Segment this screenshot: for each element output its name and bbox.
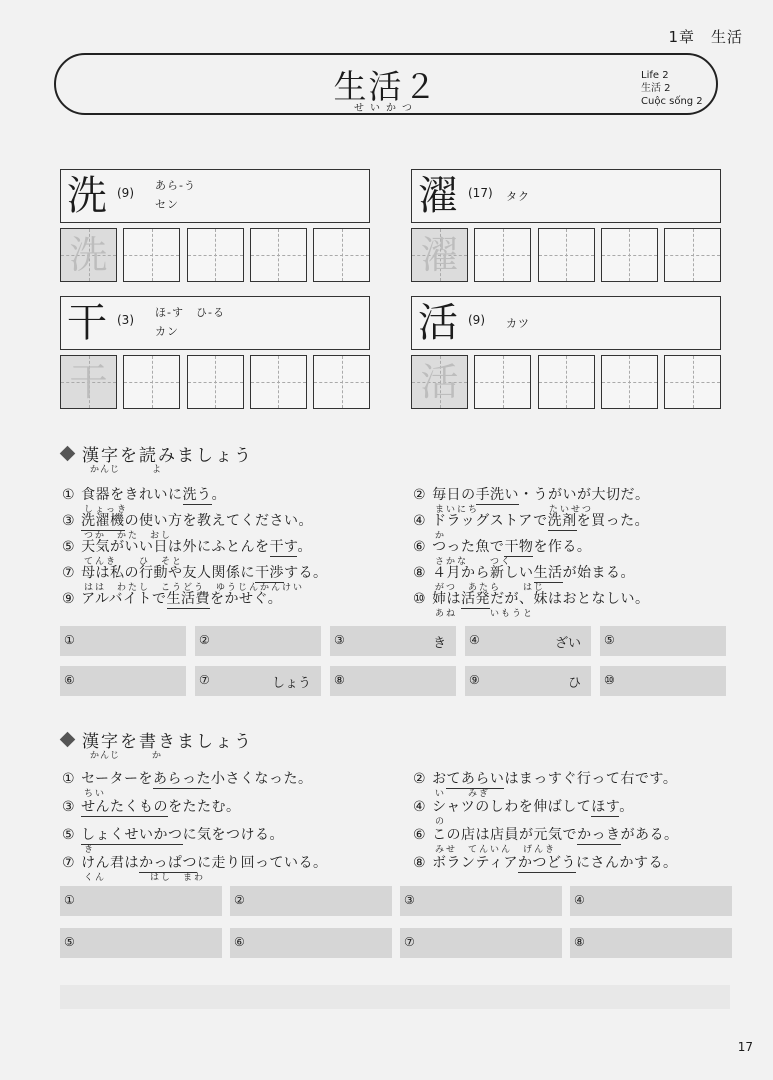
writing-cell[interactable] [664, 355, 721, 409]
sentence-number: ① [62, 487, 76, 503]
sentence [413, 588, 650, 608]
kanji-stroke-count: (3) [117, 313, 134, 327]
writing-ruby-ka: か [152, 751, 163, 761]
answer-number: ⑩ [604, 673, 615, 687]
reading-ruby-kanji: かんじ [90, 465, 121, 475]
writing-grid [60, 355, 370, 409]
trace-kanji: 活 [420, 360, 459, 404]
answer-number: ② [234, 893, 245, 907]
ruby-text: がつ あたら はじ [435, 583, 546, 593]
writing-cell[interactable] [538, 355, 595, 409]
title-ruby: せいかつ [354, 103, 418, 114]
answer-number: ⑥ [234, 935, 245, 949]
answer-box[interactable] [195, 666, 321, 696]
sentence [413, 852, 677, 872]
writing-cell[interactable] [411, 228, 468, 282]
answer-box[interactable] [60, 928, 222, 958]
trace-kanji: 干 [69, 360, 108, 404]
title-banner [54, 53, 718, 115]
kanji-kun-reading: ほ-す ひ-る [155, 306, 225, 319]
writing-cell[interactable] [250, 228, 307, 282]
writing-cell[interactable] [187, 228, 244, 282]
answer-box[interactable] [60, 626, 186, 656]
sentence-number: ⑨ [62, 591, 76, 607]
answer-hint: き [432, 636, 446, 651]
answer-box[interactable] [465, 626, 591, 656]
sentence-text-before: ボランティア [432, 855, 518, 871]
chapter-label: 1章 生活 [668, 28, 743, 46]
trace-kanji: 濯 [420, 233, 459, 277]
kanji-on-reading: タク [506, 190, 530, 203]
sentence-ruby [435, 606, 534, 619]
answer-box[interactable] [570, 928, 732, 958]
reading-section-title: 漢字を読みましょう [62, 441, 253, 466]
sentence [62, 768, 313, 788]
sentence-text-before: 毎日 [432, 487, 462, 503]
answer-number: ⑤ [64, 935, 75, 949]
kanji-header [60, 169, 370, 223]
target-word: せんたくもの [81, 799, 169, 815]
sentence-text-after: の使い方を教えてください。 [124, 513, 314, 529]
kanji-stroke-count: (17) [468, 186, 493, 200]
sentence-text-before: 母は私の行動や友人関係に [81, 565, 256, 581]
sentence-text-before: この店は店員が元気で [432, 827, 578, 843]
answer-box[interactable] [570, 886, 732, 916]
sentence-number: ⑩ [413, 591, 427, 607]
answer-box[interactable] [60, 886, 222, 916]
target-word: 洗う [182, 487, 212, 503]
answer-box[interactable] [600, 626, 726, 656]
target-word: 干渉 [255, 565, 285, 581]
writing-section-title: 漢字を書きましょう [62, 727, 253, 752]
answer-number: ② [199, 633, 210, 647]
answer-box[interactable] [60, 666, 186, 696]
sentence-text-before: お [432, 771, 447, 787]
writing-cell[interactable] [123, 228, 180, 282]
sentence-text-middle: をきれいに [110, 487, 183, 503]
sentence-text-before: ４月から新しい [432, 565, 534, 581]
kanji-stroke-count: (9) [117, 186, 134, 200]
target-word: 干物 [504, 539, 534, 555]
ruby-text: さかな つく [435, 557, 513, 567]
sentence-text-after: を買った。 [576, 513, 650, 529]
target-word: あらった [153, 771, 212, 787]
writing-cell[interactable] [187, 355, 244, 409]
writing-cell[interactable] [123, 355, 180, 409]
sentence [62, 824, 284, 844]
sentence-text-after: 。 [211, 487, 227, 503]
kanji-on-reading: セン [155, 198, 179, 211]
writing-cell[interactable] [313, 355, 370, 409]
sentence [62, 484, 226, 504]
sentence-number: ② [413, 771, 427, 787]
sentence-number: ① [62, 771, 76, 787]
writing-cell[interactable] [250, 355, 307, 409]
ruby-text: しょっき [84, 505, 129, 515]
ruby-text: はは わたし こうどう ゆうじんかんけい [84, 583, 305, 593]
sentence [62, 796, 241, 816]
sentence-number: ⑤ [62, 827, 76, 843]
sentence-number: ⑦ [62, 855, 76, 871]
sentence [413, 536, 591, 556]
sentence [413, 824, 679, 844]
writing-grid [411, 355, 721, 409]
writing-cell[interactable] [313, 228, 370, 282]
translation-english: Life 2 [641, 70, 669, 81]
answer-box[interactable] [400, 928, 562, 958]
sentence-text-after: を作る。 [533, 539, 592, 555]
sentence-number: ⑤ [62, 539, 76, 555]
sentence-number: ⑦ [62, 565, 76, 581]
sentence [62, 562, 328, 582]
kanji-on-reading: カン [155, 325, 179, 338]
sentence-text-after: だが、妹はおとなしい。 [490, 591, 650, 607]
sentence [413, 768, 677, 788]
answer-hint: しょう [271, 676, 311, 691]
diamond-icon [60, 446, 76, 462]
writing-cell[interactable] [411, 355, 468, 409]
ruby-text: まいにち [435, 505, 480, 515]
answer-number: ① [64, 893, 75, 907]
sentence-number: ④ [413, 513, 427, 529]
kanji-char: 活 [418, 300, 458, 346]
answer-number: ④ [574, 893, 585, 907]
sentence-text-before: セーターを [81, 771, 154, 787]
ruby-text: あね いもうと [435, 609, 535, 619]
sentence-text-after: に気をつける。 [182, 827, 285, 843]
sentence-number: ⑧ [413, 855, 427, 871]
sentence-text-after: 小さくなった。 [211, 771, 313, 787]
answer-number: ⑨ [469, 673, 480, 687]
title-translations [641, 69, 703, 108]
page-number: 17 [737, 1040, 753, 1054]
sentence-text-after: する。 [284, 565, 328, 581]
sentence [413, 484, 650, 504]
kanji-card [411, 296, 721, 409]
ruby-text: き [84, 845, 96, 855]
sentence-text-before: つった魚で [432, 539, 505, 555]
sentence-number: ③ [62, 799, 76, 815]
ruby-text: い みぎ [435, 789, 491, 799]
page-title: 生活２ [333, 67, 439, 106]
writing-cell[interactable] [60, 355, 117, 409]
answer-number: ④ [469, 633, 480, 647]
answer-number: ⑤ [604, 633, 615, 647]
ruby-text: の [435, 817, 447, 827]
target-word: ほす [591, 799, 620, 815]
sentence [413, 796, 634, 816]
target-word: 活発 [461, 591, 491, 607]
writing-cell[interactable] [601, 355, 658, 409]
sentence-text-before: 姉は [432, 591, 462, 607]
sentence-text-before: シャツのしわを伸ばして [432, 799, 592, 815]
writing-grid [411, 228, 721, 282]
answer-number: ⑧ [334, 673, 345, 687]
kanji-stroke-count: (9) [468, 313, 485, 327]
writing-ruby-kanji: かんじ [90, 751, 121, 761]
kanji-header [60, 296, 370, 350]
sentence-number: ⑧ [413, 565, 427, 581]
sentence-text-after: 。 [297, 539, 312, 555]
kanji-char: 干 [67, 300, 107, 346]
writing-cell[interactable] [474, 355, 531, 409]
writing-cell[interactable] [60, 228, 117, 282]
translation-vietnamese: Cuộc sống 2 [641, 96, 703, 107]
kanji-kun-reading: あら-う [155, 179, 196, 192]
writing-cell[interactable] [601, 228, 658, 282]
target-word: 干す [269, 539, 298, 555]
sentence-text-before: ドラッグストアで [432, 513, 548, 529]
ruby-text: たいせつ [549, 505, 594, 515]
sentence-text-after: ・うがいが大切だ。 [519, 487, 650, 503]
answer-box[interactable] [465, 666, 591, 696]
sentence-ruby [84, 870, 205, 883]
target-word: かつどう [517, 855, 576, 871]
target-word: 手洗い [475, 487, 520, 503]
writing-cell[interactable] [664, 228, 721, 282]
answer-number: ⑦ [199, 673, 210, 687]
target-word: しょくせいかつ [81, 827, 183, 843]
answer-number: ⑦ [404, 935, 415, 949]
ruby-text: てんき ひ そと [84, 557, 184, 567]
sentence-number: ⑥ [413, 539, 427, 555]
sentence-number: ② [413, 487, 427, 503]
sentence-text-after: はまっすぐ行って右です。 [504, 771, 678, 787]
sentence [413, 562, 635, 582]
sentence-text-after: にさんかする。 [575, 855, 678, 871]
sentence-text-before: けん君は [81, 855, 140, 871]
answer-box[interactable] [400, 886, 562, 916]
answer-number: ① [64, 633, 75, 647]
ruby-text: か [435, 531, 447, 541]
writing-cell[interactable] [538, 228, 595, 282]
sentence-text-after: がある。 [620, 827, 679, 843]
sentence [413, 510, 649, 530]
ruby-text: ちい [84, 789, 107, 799]
writing-cell[interactable] [474, 228, 531, 282]
answer-box[interactable] [195, 626, 321, 656]
answer-hint: ひ [567, 676, 581, 691]
answer-number: ⑥ [64, 673, 75, 687]
translation-japanese: 生活 2 [641, 83, 671, 94]
writing-grid [60, 228, 370, 282]
sentence-number: ③ [62, 513, 76, 529]
ruby-text: みせ てんいん げんき [435, 845, 557, 855]
kanji-card [60, 169, 370, 282]
ruby-text: くん はし まわ [84, 873, 206, 883]
answer-number: ③ [404, 893, 415, 907]
sentence-text-after: をたたむ。 [168, 799, 241, 815]
answer-box[interactable] [230, 886, 392, 916]
answer-box[interactable] [330, 666, 456, 696]
sentence [62, 536, 312, 556]
ruby-text: つか かた おし [84, 531, 173, 541]
kanji-on-reading: カツ [506, 317, 530, 330]
target-word: かっき [577, 827, 621, 843]
sentence [62, 588, 282, 608]
sentence-number: ⑥ [413, 827, 427, 843]
kanji-char: 洗 [67, 173, 107, 219]
reading-ruby-yo: よ [152, 465, 163, 475]
sentence-text-middle: の [461, 487, 476, 503]
answer-box[interactable] [600, 666, 726, 696]
sentence-text-after: 。 [619, 799, 634, 815]
target-word: かっぱつ [139, 855, 198, 871]
answer-box[interactable] [230, 928, 392, 958]
sentence-text-before: アルバイトで [81, 591, 167, 607]
sentence-text-after: に走り回っている。 [197, 855, 328, 871]
answer-number: ③ [334, 633, 345, 647]
kanji-header [411, 169, 721, 223]
sentence [62, 510, 313, 530]
answer-hint: ざい [554, 636, 581, 651]
target-word: 洗剤 [547, 513, 577, 529]
target-word: 生活 [533, 565, 563, 581]
target-word: 生活費 [166, 591, 211, 607]
sentence-text-after: をかせぐ。 [210, 591, 283, 607]
diamond-icon [60, 732, 76, 748]
target-word: てあらい [446, 771, 505, 787]
footer-bar [60, 985, 730, 1009]
target-word: 洗濯機 [81, 513, 125, 529]
kanji-header [411, 296, 721, 350]
sentence-text-before: 天気がいい日は外にふとんを [81, 539, 270, 555]
sentence [62, 852, 328, 872]
kanji-card [60, 296, 370, 409]
kanji-char: 濯 [418, 173, 458, 219]
sentence-number: ④ [413, 799, 427, 815]
sentence-text-after: が始まる。 [562, 565, 636, 581]
trace-kanji: 洗 [69, 233, 108, 277]
answer-box[interactable] [330, 626, 456, 656]
answer-number: ⑧ [574, 935, 585, 949]
sentence-text-before: 食器 [81, 487, 111, 503]
kanji-card [411, 169, 721, 282]
